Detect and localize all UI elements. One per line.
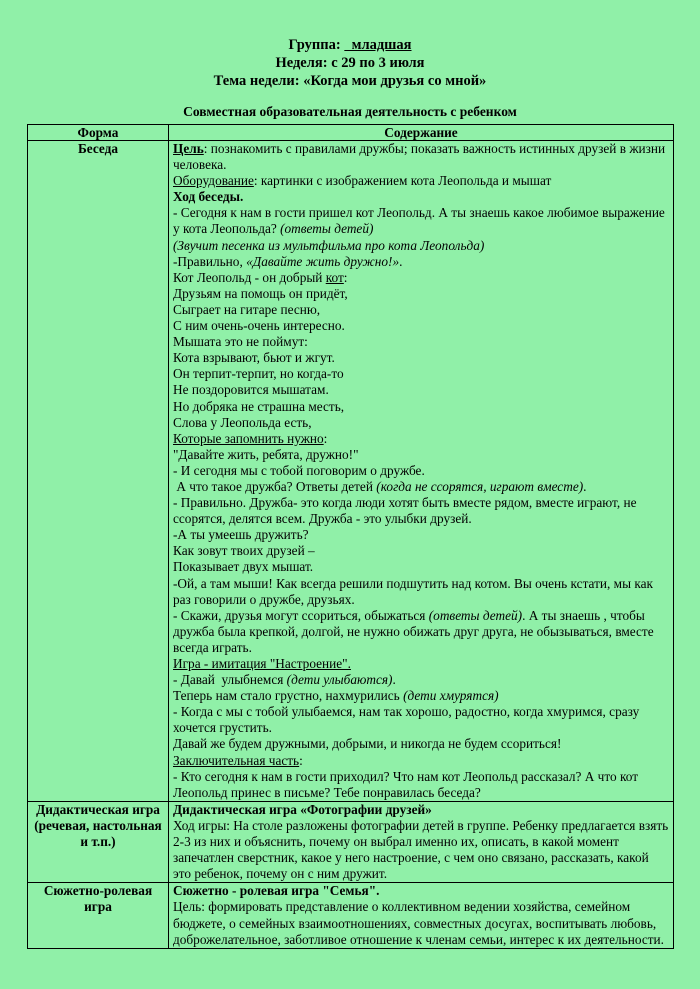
table-row xyxy=(28,801,674,882)
column-header-content: Содержание xyxy=(169,125,674,141)
text-segment: - Сегодня к нам в гости пришел кот Леопольд. А ты знаешь какое любимое выражение у кота Леопольда? xyxy=(173,205,665,237)
activity-title: Сюжетно - ролевая игра "Семья". xyxy=(173,883,380,899)
text-line xyxy=(173,688,669,704)
goal-label: Цель xyxy=(173,141,204,156)
activity-table xyxy=(27,124,674,949)
course-title: Ход беседы. xyxy=(173,189,244,205)
text-segment: Кот Леопольд - он добрый xyxy=(173,269,326,285)
poem-line: Кота взрывают, бьют и жгут. xyxy=(173,350,335,366)
poem-line: Не поздоровится мышатам. xyxy=(173,382,329,398)
poem-line: Мышата это не поймут: xyxy=(173,334,308,350)
text-segment: Теперь нам стало грустно, нахмурились xyxy=(173,688,404,704)
text-segment: : xyxy=(323,430,328,446)
text-segment: - Давай улыбнемся xyxy=(173,672,287,688)
table-row xyxy=(28,141,674,802)
content-cell xyxy=(169,883,674,948)
text-segment: - Скажи, друзья могут ссориться, обыжаться xyxy=(173,607,429,623)
poem-line: Он терпит-терпит, но когда-то xyxy=(173,366,344,382)
text-line xyxy=(173,254,669,270)
activity-text: Ход игры: На столе разложены фотографии детей в группе. Ребенку предлагается взять 2-3 из них и объяснить, почему он выбрал именно их, описать, в какой момент запечатлен сверстник, какое у него настроение, с чем оно связано, рассказать, какой это ребенок, почему он с ним дружит. xyxy=(173,817,669,882)
form-cell: Сюжетно-ролевая игра xyxy=(28,883,169,948)
column-header-form: Форма xyxy=(28,125,169,141)
text-segment: . xyxy=(583,478,587,494)
underlined-segment: кот xyxy=(325,269,344,285)
text-segment: . xyxy=(399,253,403,269)
poem-line: Сыграет на гитаре песню, xyxy=(173,301,321,317)
text-segment: . А ты знаешь , чтобы дружба была крепкой, долгой, не нужно обижать друг друга, не обызываться, вместе всегда играть. xyxy=(173,607,654,655)
italic-segment: (дети хмурятся) xyxy=(403,688,499,704)
underlined-segment: Заключительная часть xyxy=(173,752,300,768)
form-cell: Дидактическая игра (речевая, настольная и т.п.) xyxy=(28,801,169,882)
text-line xyxy=(173,672,669,688)
text-line xyxy=(173,753,669,769)
group-value: младшая xyxy=(344,37,412,53)
text-segment: : xyxy=(343,269,348,285)
theme-line xyxy=(0,72,700,90)
text-line: -А ты умеешь дружить? xyxy=(173,527,309,543)
italic-segment: «Давайте жить дружно!» xyxy=(246,253,400,269)
form-cell: Беседа xyxy=(28,141,169,802)
italic-segment: (дети улыбаются) xyxy=(286,672,393,688)
group-line xyxy=(0,36,700,54)
goal-text: : познакомить с правилами дружбы; показать важность истинных друзей в жизни человека. xyxy=(173,141,666,173)
text-line: - Когда с мы с тобой улыбаемся, нам так хорошо, радостно, когда хмуримся, сразу хочется грустить. xyxy=(173,704,640,736)
poem-line: "Давайте жить, ребята, дружно!" xyxy=(173,446,359,462)
text-segment: . xyxy=(392,672,396,688)
poem-line xyxy=(173,270,669,286)
text-line: - Кто сегодня к нам в гости приходил? Что нам кот Леопольд рассказал? А что кот Леопольд принес в письме? Тебе понравилась беседа? xyxy=(173,768,639,800)
week-label: Неделя: xyxy=(275,55,328,71)
poem-line: Слова у Леопольда есть, xyxy=(173,414,312,430)
text-line: -Ой, а там мыши! Как всегда решили подшутить над котом. Вы очень кстати, мы как раз говорили о дружбе, друзьях. xyxy=(173,575,653,607)
content-cell xyxy=(169,141,674,802)
theme-value: «Когда мои друзья со мной» xyxy=(303,73,487,89)
section-title: Совместная образовательная деятельность с ребенком xyxy=(183,104,517,119)
text-line: - И сегодня мы с тобой поговорим о дружбе. xyxy=(173,462,425,478)
text-segment: : xyxy=(299,752,303,768)
poem-line: Но добряка не страшна месть, xyxy=(173,398,345,414)
poem-line: С ним очень-очень интересно. xyxy=(173,318,345,334)
equipment-line xyxy=(173,173,669,189)
text-line: (Звучит песенка из мультфильма про кота Леопольда) xyxy=(173,237,485,253)
text-line: Показывает двух мышат. xyxy=(173,559,314,575)
game-title: Игра - имитация "Настроение". xyxy=(173,656,351,671)
table-row xyxy=(28,883,674,948)
italic-segment: (когда не ссорятся, играют вместе) xyxy=(376,478,584,494)
text-line: Как зовут твоих друзей – xyxy=(173,543,315,559)
text-line xyxy=(173,608,669,656)
underlined-segment: Которые запомнить нужно xyxy=(173,430,324,446)
content-cell xyxy=(169,801,674,882)
group-label: Группа: xyxy=(288,37,341,53)
italic-segment: (ответы детей) xyxy=(280,221,374,237)
activity-text: Цель: формировать представление о коллективном ведении хозяйства, семейном бюджете, о семейных взаимоотношениях, совместных досугах, воспитывать любовь, доброжелательное, заботливое отношение к членам семьи, интерес к их деятельности. xyxy=(173,899,664,947)
text-line xyxy=(173,205,669,237)
equipment-label: Оборудование xyxy=(173,173,254,189)
theme-label: Тема недели: xyxy=(213,73,300,89)
document-header xyxy=(0,0,700,90)
text-line xyxy=(173,479,669,495)
week-line xyxy=(0,54,700,72)
week-value: с 29 по 3 июля xyxy=(331,55,425,71)
table-header-row xyxy=(28,125,674,141)
text-line: Давай же будем дружными, добрыми, и никогда не будем ссориться! xyxy=(173,736,562,752)
poem-line xyxy=(173,431,669,447)
text-segment: -Правильно, xyxy=(173,253,247,269)
activity-title: Дидактическая игра «Фотографии друзей» xyxy=(173,801,432,817)
poem-line: Друзьям на помощь он придёт, xyxy=(173,285,348,301)
italic-segment: (ответы детей) xyxy=(428,607,523,623)
text-line: - Правильно. Дружба- это когда люди хотят быть вместе рядом, вместе играют, не ссорятся, делятся всем. Дружба - это улыбки друзей. xyxy=(173,495,637,527)
text-segment: А что такое дружба? Ответы детей xyxy=(173,478,377,494)
goal-line xyxy=(173,141,669,173)
equipment-text: : картинки с изображением кота Леопольда и мышат xyxy=(253,173,552,189)
